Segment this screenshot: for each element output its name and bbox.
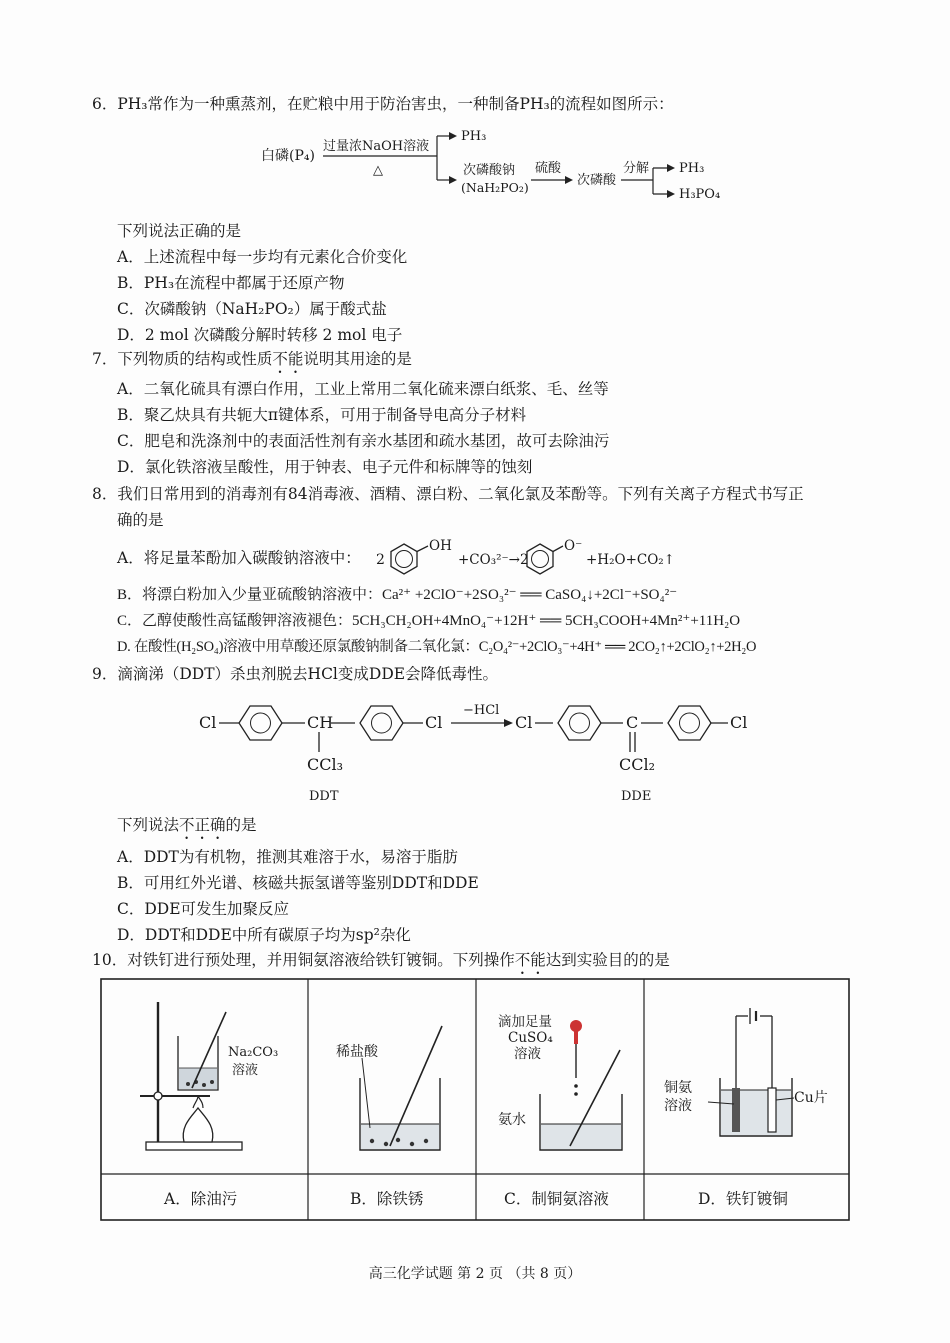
flow-out1: PH₃ bbox=[679, 161, 705, 176]
dde-ccl2: CCl₂ bbox=[619, 755, 656, 774]
q7-option-c: C．肥皂和洗涤剂中的表面活性剂有亲水基团和疏水基团，故可去除油污 bbox=[117, 432, 610, 450]
cell-d-label: D．铁钉镀铜 bbox=[698, 1190, 788, 1208]
ddt-cl-right: Cl bbox=[425, 713, 443, 732]
q7-stem-pre: 7．下列物质的结构或性质 bbox=[92, 350, 273, 368]
cell-c-label: C．制铜氨溶液 bbox=[504, 1190, 609, 1208]
cell-c-reagent-2: CuSO₄ bbox=[508, 1030, 553, 1046]
cell-a-apparatus bbox=[140, 1002, 278, 1150]
dde-c: C bbox=[626, 713, 639, 732]
flow-product-top: PH₃ bbox=[461, 129, 487, 144]
cell-c-reagent-4: 氨水 bbox=[498, 1112, 526, 1128]
eq-tail: +H₂O+CO₂↑ bbox=[586, 552, 675, 568]
q10-stem-pre: 10．对铁钉进行预处理，并用铜氨溶液给铁钉镀铜。下列操作 bbox=[92, 951, 515, 969]
benzene-ring-1 bbox=[391, 544, 417, 574]
q9-option-d: D．DDT和DDE中所有碳原子均为sp²杂化 bbox=[117, 926, 411, 944]
ddt-cl-left: Cl bbox=[199, 713, 217, 732]
flow-salt-name: 次磷酸钠 bbox=[463, 163, 516, 178]
q7-option-a: A．二氧化硫具有漂白作用，工业上常用二氧化硫来漂白纸浆、毛、丝等 bbox=[117, 380, 609, 398]
q8-option-a-equation bbox=[374, 534, 694, 578]
q10-experiment-table bbox=[100, 978, 852, 1224]
cell-b-apparatus bbox=[336, 1026, 442, 1150]
q7-stem bbox=[92, 349, 412, 377]
q8-option-a-text: A．将足量苯酚加入碳酸钠溶液中： bbox=[117, 549, 361, 567]
cell-d-apparatus bbox=[664, 1008, 828, 1136]
q9-stem: 9．滴滴涕（DDT）杀虫剂脱去HCl变成DDE会降低毒性。 bbox=[92, 665, 499, 683]
cell-a-reagent: Na₂CO₃ bbox=[228, 1045, 279, 1060]
ddt-name: DDT bbox=[309, 789, 339, 804]
q7-stem-post: 说明其用途的是 bbox=[303, 350, 412, 368]
q8-option-d: D. 在酸性(H₂SO₄)溶液中用草酸还原氯酸钠制备二氧化氯：C₂O₄²⁻+2ClO₃⁻+4H⁺ ══ 2CO₂↑+2ClO₂↑+2H₂O bbox=[117, 639, 757, 655]
q6-prompt: 下列说法正确的是 bbox=[117, 222, 242, 240]
q6-flow-diagram bbox=[255, 122, 735, 212]
q10-stem bbox=[92, 950, 670, 978]
eq-oh: OH bbox=[429, 538, 452, 554]
eq-o-minus: O⁻ bbox=[564, 538, 583, 554]
q9-option-a: A．DDT为有机物，推测其难溶于水，易溶于脂肪 bbox=[117, 848, 458, 866]
q6-option-a: A．上述流程中每一步均有元素化合价变化 bbox=[117, 248, 408, 266]
q8-option-c: C．乙醇使酸性高锰酸钾溶液褪色：5CH₃CH₂OH+4MnO₄⁻+12H⁺ ══ 5CH₃COOH+4Mn²⁺+11H₂O bbox=[117, 613, 741, 629]
cell-c-apparatus bbox=[498, 1014, 622, 1150]
q8-stem-line2: 确的是 bbox=[117, 511, 164, 529]
flow-out2: H₃PO₄ bbox=[679, 187, 721, 202]
ddt-ch: CH bbox=[307, 713, 334, 732]
cell-d-reagent: 铜氨 bbox=[664, 1080, 692, 1096]
dde-name: DDE bbox=[621, 789, 652, 804]
q6-stem: 6．PH₃常作为一种熏蒸剂，在贮粮中用于防治害虫，一种制备PH₃的流程如图所示： bbox=[92, 95, 674, 113]
q9-ddt-dde-scheme bbox=[195, 694, 765, 812]
flow-decompose: 分解 bbox=[623, 161, 650, 176]
cell-c-reagent: 滴加足量 bbox=[498, 1014, 552, 1030]
cell-d-reagent-2: 溶液 bbox=[664, 1098, 692, 1114]
q9-prompt-emphasis: 不正确 bbox=[179, 816, 226, 834]
q9-option-b: B．可用红外光谱、核磁共振氢谱等鉴别DDT和DDE bbox=[117, 874, 479, 892]
q8-option-b: B．将漂白粉加入少量亚硫酸钠溶液中：Ca²⁺ +2ClO⁻+2SO₃²⁻ ══ CaSO₄↓+2Cl⁻+SO₄²⁻ bbox=[117, 587, 678, 603]
q10-stem-post: 达到实验目的的是 bbox=[545, 951, 670, 969]
benzene-ring-2 bbox=[527, 544, 553, 574]
q10-stem-emphasis: 不能 bbox=[514, 951, 546, 969]
cell-a-reagent-2: 溶液 bbox=[232, 1063, 259, 1078]
cell-a-label: A．除油污 bbox=[164, 1190, 238, 1208]
q9-prompt-post: 的是 bbox=[225, 816, 257, 834]
cell-c-reagent-3: 溶液 bbox=[514, 1046, 541, 1062]
q8-stem-line1: 8．我们日常用到的消毒剂有84消毒液、酒精、漂白粉、二氧化氯及苯酚等。下列有关离子方程式书写正 bbox=[92, 485, 804, 503]
eq-co3: +CO₃²⁻→2 bbox=[458, 552, 529, 568]
q9-option-c: C．DDE可发生加聚反应 bbox=[117, 900, 290, 918]
arrow-label: −HCl bbox=[463, 703, 500, 718]
flow-acid: 次磷酸 bbox=[577, 173, 617, 188]
q9-prompt bbox=[117, 815, 257, 843]
dde-cl-right: Cl bbox=[730, 713, 748, 732]
dde-cl-left: Cl bbox=[515, 713, 533, 732]
cell-b-reagent: 稀盐酸 bbox=[336, 1044, 378, 1060]
q7-stem-emphasis: 不能 bbox=[272, 350, 304, 368]
ddt-ccl3: CCl₃ bbox=[307, 755, 344, 774]
page-footer: 高三化学试题 第 2 页 （共 8 页） bbox=[368, 1266, 582, 1282]
q7-option-b: B．聚乙炔具有共轭大π键体系，可用于制备导电高分子材料 bbox=[117, 406, 527, 424]
cell-d-reagent-3: Cu片 bbox=[794, 1090, 828, 1106]
q9-prompt-pre: 下列说法 bbox=[117, 816, 180, 834]
eq-coef: 2 bbox=[376, 552, 385, 568]
flow-reagent: 过量浓NaOH溶液 bbox=[323, 139, 430, 154]
flow-condition: △ bbox=[373, 163, 383, 178]
cell-b-label: B．除铁锈 bbox=[350, 1190, 424, 1208]
flow-start: 白磷(P₄) bbox=[261, 148, 315, 164]
flow-acid-reagent: 硫酸 bbox=[535, 161, 562, 176]
q6-option-c: C．次磷酸钠（NaH₂PO₂）属于酸式盐 bbox=[117, 300, 387, 318]
q6-option-d: D．2 mol 次磷酸分解时转移 2 mol 电子 bbox=[117, 326, 403, 344]
q6-option-b: B．PH₃在流程中都属于还原产物 bbox=[117, 274, 345, 292]
q7-option-d: D．氯化铁溶液呈酸性，用于钟表、电子元件和标牌等的蚀刻 bbox=[117, 458, 533, 476]
flow-salt-formula: (NaH₂PO₂) bbox=[461, 180, 529, 195]
